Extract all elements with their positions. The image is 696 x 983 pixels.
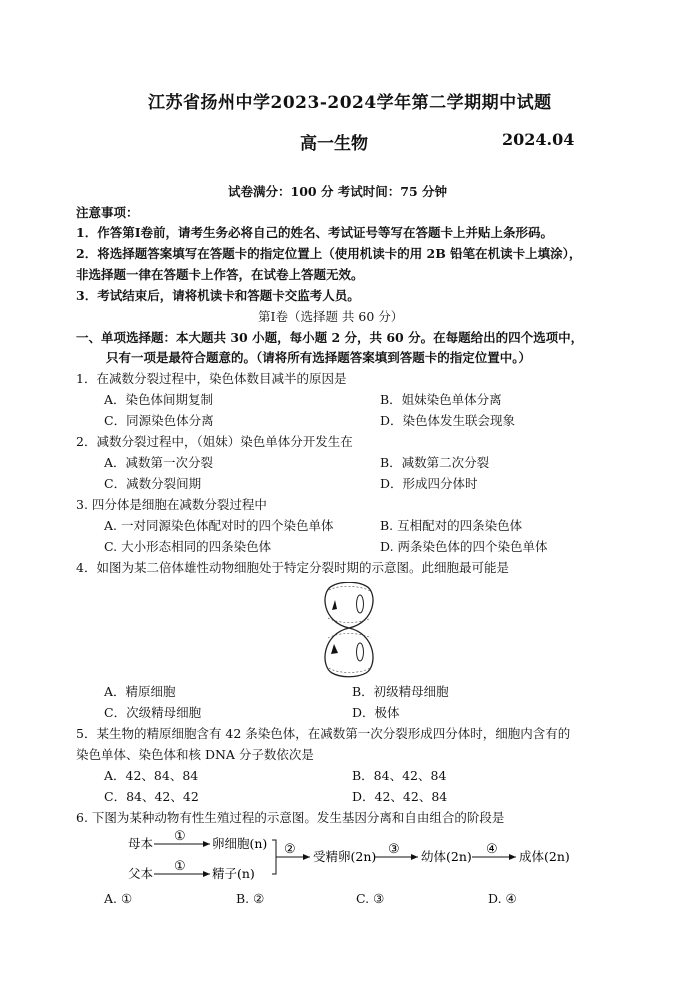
question-stem: 2．减数分裂过程中，（姐妹）染色单体分开发生在 <box>76 434 353 449</box>
father-label: 父本 <box>128 866 154 881</box>
exam-date: 2024.04 <box>502 130 575 149</box>
option-a: A. ① <box>104 891 133 906</box>
sperm-label: 精子(n) <box>212 866 255 881</box>
option-d: D．形成四分体时 <box>380 476 478 491</box>
option-b: B．姐妹染色单体分离 <box>380 392 502 407</box>
option-c: C．84、42、42 <box>104 789 199 804</box>
option-a: A. 一对同源染色体配对时的四个染色单体 <box>104 518 334 533</box>
option-d: D. 两条染色体的四个染色单体 <box>380 539 548 554</box>
question-stem: 5．某生物的精原细胞含有 42 条染色体，在减数第一次分裂形成四分体时，细胞内含有的 <box>76 726 571 741</box>
notes-heading: 注意事项： <box>76 205 139 220</box>
question-stem: 3. 四分体是细胞在减数分裂过程中 <box>76 497 267 512</box>
merge-bracket <box>272 840 276 874</box>
exam-info: 试卷满分：100 分 考试时间：75 分钟 <box>228 184 448 199</box>
note-item: 非选择题一律在答题卡上作答，在试卷上答题无效。 <box>76 267 364 282</box>
question-stem-continued: 染色单体、染色体和核 DNA 分子数依次是 <box>76 747 314 762</box>
chromosome-black <box>331 644 338 654</box>
option-c: C．减数分裂间期 <box>104 476 202 491</box>
option-a: A．染色体间期复制 <box>104 392 214 407</box>
section-instruction: 一、单项选择题：本大题共 30 小题，每小题 2 分，共 60 分。在每题给出的四个选项中， <box>76 330 584 345</box>
option-a: A．42、84、84 <box>104 768 199 783</box>
option-b: B. ② <box>236 891 265 906</box>
option-b: B．初级精母细胞 <box>352 684 449 699</box>
option-a: A．减数第一次分裂 <box>104 455 214 470</box>
cell-membrane <box>325 582 373 677</box>
question-stem: 1．在减数分裂过程中，染色体数目减半的原因是 <box>76 371 347 386</box>
option-c: C. 大小形态相同的四条染色体 <box>104 539 272 554</box>
juvenile-label: 幼体(2n) <box>421 849 472 864</box>
step4-label: ④ <box>486 842 498 857</box>
zygote-label: 受精卵(2n) <box>313 849 377 864</box>
note-item: 2．将选择题答案填写在答题卡的指定位置上（使用机读卡的用 2B 铅笔在机读卡上填涂）， <box>76 246 582 261</box>
chromosome-black <box>332 600 337 610</box>
option-b: B. 互相配对的四条染色体 <box>380 518 523 533</box>
option-d: D. ④ <box>488 891 517 906</box>
option-d: D．染色体发生联会现象 <box>380 413 516 428</box>
option-c: C．同源染色体分离 <box>104 413 214 428</box>
reproduction-flow-diagram <box>124 826 584 888</box>
exam-title: 江苏省扬州中学2023-2024学年第二学期期中试题 <box>148 93 552 113</box>
option-b: B．减数第二次分裂 <box>380 455 490 470</box>
egg-label: 卵细胞(n) <box>212 836 268 851</box>
step1-label: ① <box>174 829 186 844</box>
option-c: C. ③ <box>356 891 385 906</box>
cell-division-figure <box>316 582 382 678</box>
chromosome-white <box>357 643 364 661</box>
step3-label: ③ <box>388 842 400 857</box>
chromosome-white <box>357 595 364 613</box>
note-item: 1．作答第Ⅰ卷前，请考生务必将自己的姓名、考试证号等写在答题卡上并贴上条形码。 <box>76 225 554 240</box>
step2-label: ② <box>284 842 296 857</box>
step1-label: ① <box>174 859 186 874</box>
section-instruction: 只有一项是最符合题意的。（请将所有选择题答案填到答题卡的指定位置中。） <box>106 350 532 365</box>
adult-label: 成体(2n) <box>519 849 570 864</box>
option-d: D．42、42、84 <box>352 789 448 804</box>
question-stem: 4．如图为某二倍体雄性动物细胞处于特定分裂时期的示意图。此细胞最可能是 <box>76 560 509 575</box>
option-d: D．极体 <box>352 705 400 720</box>
note-item: 3．考试结束后，请将机读卡和答题卡交监考人员。 <box>76 288 360 303</box>
mother-label: 母本 <box>128 836 154 851</box>
question-stem: 6. 下图为某种动物有性生殖过程的示意图。发生基因分离和自由组合的阶段是 <box>76 810 505 825</box>
subject-title: 高一生物 <box>300 134 368 154</box>
option-a: A．精原细胞 <box>104 684 176 699</box>
section-title: 第Ⅰ卷（选择题 共 60 分） <box>258 309 404 324</box>
option-b: B．84、42、84 <box>352 768 447 783</box>
option-c: C．次级精母细胞 <box>104 705 202 720</box>
